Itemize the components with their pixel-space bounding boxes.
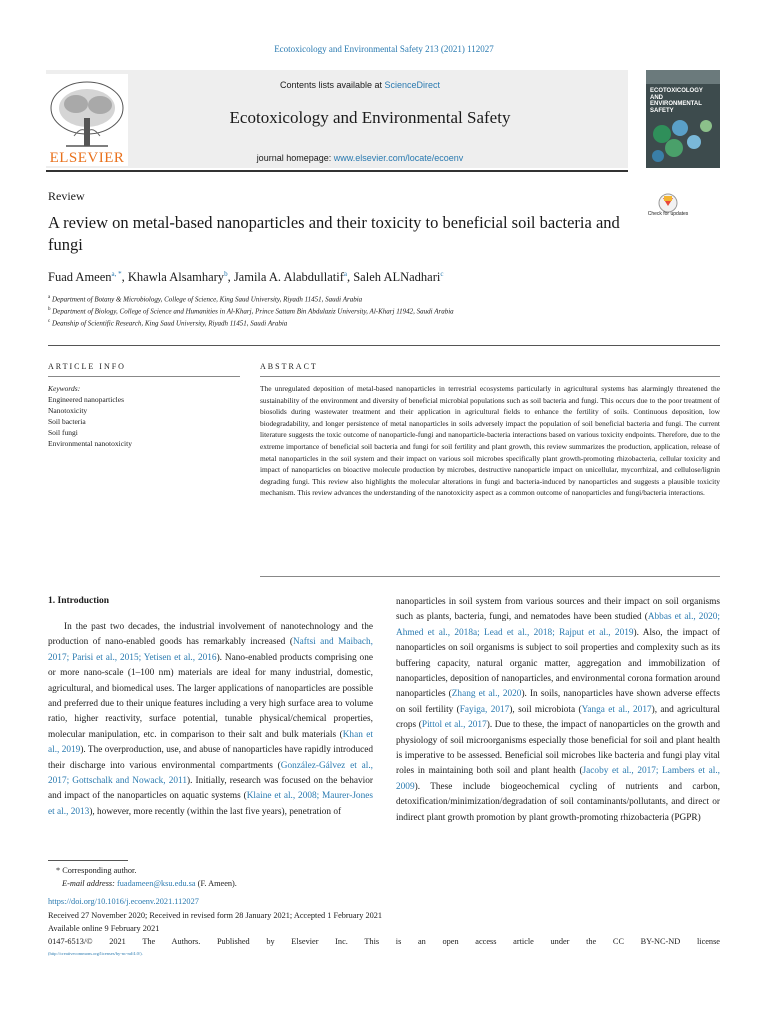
masthead-rule bbox=[46, 170, 628, 172]
body-column-right bbox=[396, 595, 720, 826]
body-text: ). Also, the impact of nanoparticles on soil organisms is subject to soil properties and complexity such as its buffering capacity, natural organic matter, aggregation and immobilization of nanoparticles, deposition of nanoparticles, and environmental corona formation around nanoparticles ( bbox=[396, 627, 720, 700]
author-affil-ref[interactable]: b bbox=[224, 270, 228, 278]
author-name[interactable]: Fuad Ameen bbox=[48, 270, 112, 285]
article-type: Review bbox=[48, 189, 85, 203]
body-text: ). In soils, nanoparticles have shown adverse effects on soil fertility ( bbox=[396, 689, 720, 715]
body-text: ). Due to these, the impact of nanoparticles on the growth and physiology of soil microorganisms especially those beneficial for soil and plant health is imperative to be assessed. Beneficial soil microbes like bacteria and fungi play vital roles in maintaining both soil and plant health ( bbox=[396, 720, 720, 777]
elsevier-logo[interactable] bbox=[46, 74, 128, 166]
affiliation-marker: c bbox=[48, 319, 51, 324]
cover-title: ECOTOXICOLOGY AND ENVIRONMENTAL SAFETY bbox=[650, 88, 703, 114]
body-text: ), and agricultural crops ( bbox=[396, 704, 721, 731]
keyword: Soil bacteria bbox=[48, 417, 86, 426]
keyword: Engineered nanoparticles bbox=[48, 395, 125, 404]
contents-prefix: Contents lists available at bbox=[279, 80, 385, 90]
abstract-rule bbox=[260, 376, 720, 377]
keyword: Environmental nanotoxicity bbox=[48, 439, 132, 448]
body-text: ), however, more recently (within the last five years), penetration of bbox=[89, 806, 342, 817]
copyright-line: 0147-6513/© 2021 The Authors. Published by Elsevier Inc. This is an open access article under the CC BY-NC-ND license bbox=[48, 937, 720, 946]
affiliation-text: Deanship of Scientific Research, King Saud University, Riyadh 11451, Saudi Arabia bbox=[51, 319, 288, 328]
citation-link[interactable]: Khan et al., 2019 bbox=[48, 729, 374, 756]
abstract-heading: ABSTRACT bbox=[260, 362, 318, 371]
citation-link[interactable]: Pittol et al., 2017 bbox=[421, 720, 487, 731]
author-affil-ref[interactable]: a, * bbox=[111, 270, 122, 278]
body-column-left bbox=[48, 620, 373, 820]
license-link[interactable]: (http://creativecommons.org/licenses/by-nc-nd/4.0/). bbox=[48, 951, 143, 956]
email-link[interactable]: fuadameen@ksu.edu.sa bbox=[117, 879, 196, 888]
body-text: ). The overproduction, use, and abuse of nanoparticles have rapidly introduced their discharge into various environmental compartments ( bbox=[48, 745, 373, 771]
abstract-text: The unregulated deposition of metal-based nanoparticles in terrestrial ecosystems particularly in agricultural systems has alarmingly threatened the sustainability of the environment and diversity of beneficial microbial populations such as soil bacteria and fungi. This occurs due to the poor treatment of biosolids during wastewater treatment and their application in agricultural fields to enhance the fertility of soils. Continuous deposition, low biodegradability, and longer persistence of metal nanoparticles in soils adversely impact the population of soil beneficial bacteria and fungi. The current literature suggests the toxic outcome of nanoparticle-fungi and nanoparticle-bacteria interactions based on various toxicity endpoints. Therefore, due to the extreme importance of beneficial soil bacteria and fungi for soil fertility and plant growth, this review summarizes the production, application, release of metal nanoparticles in the soil system and their impact on various soil microbes specifically plant growth-promoting rhizobacteria, cellular toxicity and impact of nanoparticles on bioactive molecule production by microbes, destructive nanoparticle impact on unicellular, mycorrhizal, and cellulose/lignin degrading fungi. This review also highlights the molecular alterations in fungi and bacteria-induced by nanoparticles and suggests a plausible toxicity mechanism. This review advances the understanding of the nanotoxicity aspect as a common outcome of nanoparticles and fungi/bacteria interactions. bbox=[260, 384, 720, 498]
keyword: Nanotoxicity bbox=[48, 406, 88, 415]
affiliation-text: Department of Biology, College of Science and Humanities in Al-Kharj, Prince Sattam Bin Abdulaziz University, Al-Kharj 11942, Saudi Arabia bbox=[52, 307, 454, 316]
article-info-rule bbox=[48, 376, 240, 377]
author-name[interactable]: Saleh ALNadhari bbox=[353, 270, 441, 285]
body-text: ). Nano-enabled products comprising one or more nano-scale (1–100 nm) materials are ideal for many industrial, domestic, agricultural, and biomedical uses. The larger applications of nanoparticles are possible and preferred due to their unique features including a very high surface area to volume ratio, higher reactivity, surface potential, tunable physical/chemical properties, molecular manipulation, etc. in comparison to their salt and bulk materials ( bbox=[48, 652, 373, 740]
email-note bbox=[62, 879, 237, 888]
email-label: E-mail address: bbox=[62, 879, 117, 888]
abstract-bottom-rule bbox=[260, 576, 720, 577]
journal-title: Ecotoxicology and Environmental Safety bbox=[229, 108, 511, 127]
email-suffix: (F. Ameen). bbox=[195, 879, 237, 888]
affiliation-text: Department of Botany & Microbiology, College of Science, King Saud University, Riyadh 11451, Saudi Arabia bbox=[51, 295, 363, 304]
citation-link[interactable]: Klaine et al., 2008; Maurer-Jones et al., 2013 bbox=[48, 791, 373, 817]
keyword: Soil fungi bbox=[48, 428, 78, 437]
received-dates: Received 27 November 2020; Received in revised form 28 January 2021; Accepted 1 February 2021 bbox=[48, 911, 383, 920]
keywords-label: Keywords: bbox=[48, 384, 81, 393]
article-info-heading: ARTICLE INFO bbox=[48, 362, 126, 371]
journal-homepage-link[interactable]: www.elsevier.com/locate/ecoenv bbox=[333, 153, 464, 163]
affiliation bbox=[48, 307, 454, 315]
author-affil-ref[interactable]: c bbox=[440, 270, 444, 278]
contents-line bbox=[150, 80, 570, 90]
body-text: ), soil microbiota ( bbox=[509, 704, 582, 715]
affiliation-marker: a bbox=[48, 295, 51, 300]
citation-link[interactable]: González-Gálvez et al., 2017; Gottschalk and Nowack, 2011 bbox=[48, 760, 373, 787]
author-name[interactable]: Khawla Alsamhary bbox=[127, 270, 225, 285]
citation-link[interactable]: Zhang et al., 2020 bbox=[451, 689, 522, 700]
body-text: nanoparticles in soil system from various sources and their impact on soil organisms such as plants, bacteria, fungi, and nematodes have been studied ( bbox=[396, 597, 720, 623]
homepage-line bbox=[150, 153, 570, 163]
corresponding-author-note: * Corresponding author. bbox=[56, 866, 137, 875]
doi-link[interactable]: https://doi.org/10.1016/j.ecoenv.2021.112027 bbox=[48, 897, 199, 906]
body-text: ). Initially, research was focused on the behavior and impact of the nanoparticles on aquatic systems ( bbox=[48, 776, 373, 802]
running-head[interactable]: Ecotoxicology and Environmental Safety 213 (2021) 112027 bbox=[274, 44, 494, 54]
header-divider bbox=[48, 345, 720, 346]
journal-cover[interactable] bbox=[646, 70, 720, 168]
author-name[interactable]: Jamila A. Alabdullatif bbox=[233, 270, 344, 285]
body-text: In the past two decades, the industrial involvement of nanotechnology and the production of nano-enabled goods has remarkably increased ( bbox=[48, 622, 373, 648]
cover-art-icon bbox=[646, 70, 720, 168]
citation-link[interactable]: Jacoby et al., 2017; Lambers et al., 2009 bbox=[396, 766, 720, 792]
body-text: ). These include biogeochemical cycling of nutrients and carbon, detoxification/minimization/degradation of soil contaminants/pollutants, and direct or indirect plant growth promotion by plant growth-promoting rhizobacteria (PGPR) bbox=[396, 781, 720, 823]
affiliation-marker: b bbox=[48, 307, 51, 312]
affiliation bbox=[48, 295, 362, 303]
citation-link[interactable]: Yanga et al., 2017 bbox=[581, 704, 652, 715]
article-title: A review on metal-based nanoparticles and their toxicity to beneficial soil bacteria and fungi bbox=[48, 213, 620, 254]
author-affil-ref[interactable]: a bbox=[343, 270, 347, 278]
author-list: Fuad Ameen$^{a, *}$, Khawla Alsamhary$^b$, Jamila A. Alabdullatif$^a$, Saleh ALNadhari$^c$ bbox=[48, 270, 444, 285]
citation-link[interactable]: Abbas et al., 2020; Ahmed et al., 2018a; Lead et al., 2018; Rajput et al., 2019 bbox=[396, 612, 720, 638]
citation-link[interactable]: Fayiga, 2017 bbox=[459, 704, 510, 715]
sciencedirect-link[interactable]: ScienceDirect bbox=[384, 80, 441, 90]
check-for-updates-badge[interactable] bbox=[648, 192, 688, 228]
publisher-name: ELSEVIER bbox=[49, 150, 125, 166]
footnote-rule bbox=[48, 860, 128, 861]
introduction-heading: 1. Introduction bbox=[48, 596, 110, 606]
check-updates-label: Check for updates bbox=[647, 211, 689, 217]
citation-link[interactable]: Naftsi and Maibach, 2017; Parisi et al., 2015; Yetisen et al., 2016 bbox=[48, 637, 373, 663]
homepage-prefix: journal homepage: bbox=[256, 153, 334, 163]
affiliation bbox=[48, 319, 287, 327]
available-online: Available online 9 February 2021 bbox=[48, 924, 160, 933]
